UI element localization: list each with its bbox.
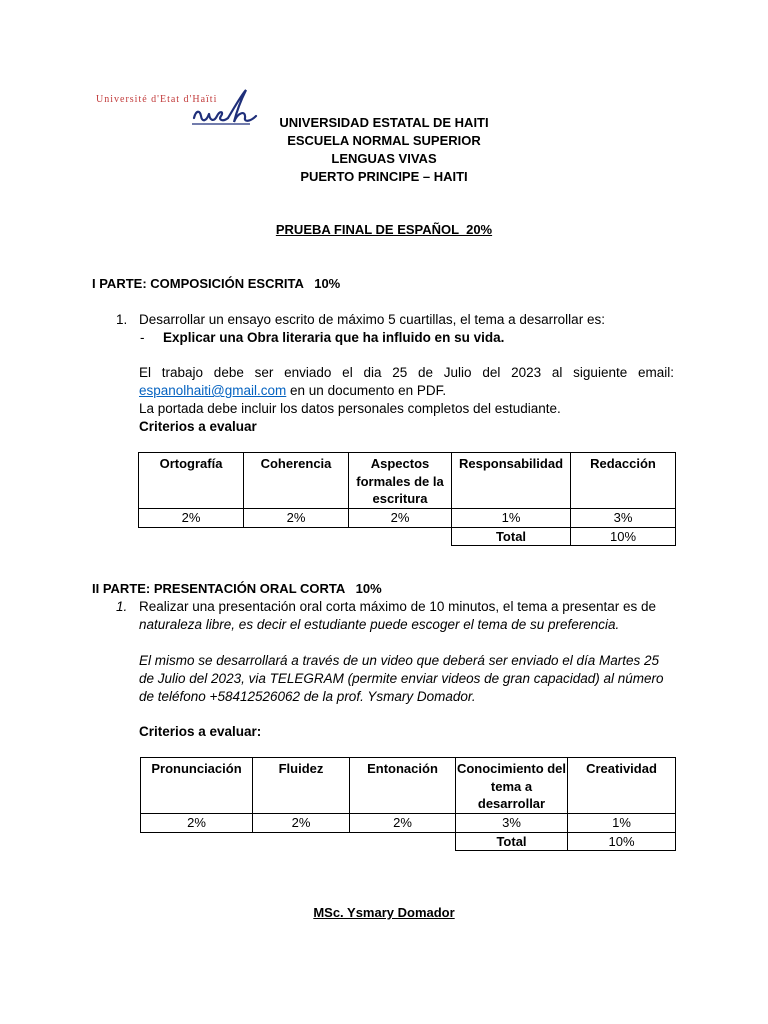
table-header-cell: Entonación: [350, 758, 456, 814]
table-header-row: [141, 758, 676, 814]
table-header-cell: Responsabilidad: [452, 453, 571, 509]
header-line-university: UNIVERSIDAD ESTATAL DE HAITI: [279, 115, 489, 130]
total-value: 10%: [568, 832, 676, 851]
table-header-cell: Coherencia: [244, 453, 349, 509]
part1-bullet: -: [140, 330, 145, 345]
signature: MSc. Ysmary Domador: [313, 905, 455, 920]
table-cell: 2%: [141, 814, 253, 833]
table-header-cell: Creatividad: [568, 758, 676, 814]
table-cell: 2%: [350, 814, 456, 833]
table-header-cell: Ortografía: [139, 453, 244, 509]
total-label: Total: [452, 527, 571, 546]
part2-criteria-label: Criterios a evaluar:: [139, 724, 262, 739]
table-cell: 2%: [349, 509, 452, 528]
exam-title: PRUEBA FINAL DE ESPAÑOL 20%: [275, 222, 493, 237]
header-line-city: PUERTO PRINCIPE – HAITI: [300, 169, 468, 184]
part1-criteria-label: Criterios a evaluar: [139, 419, 257, 434]
table-cell: 3%: [571, 509, 676, 528]
part1-email-line: [139, 382, 679, 400]
part1-cover-text: La portada debe incluir los datos personales completos del estudiante.: [139, 401, 561, 416]
table-header-cell: Pronunciación: [141, 758, 253, 814]
part2-item-line1: Realizar una presentación oral corta máximo de 10 minutos, el tema a presentar es de: [139, 599, 657, 614]
table-cell: 2%: [244, 509, 349, 528]
email-suffix: en un documento en PDF.: [286, 383, 447, 398]
part2-item-number: 1.: [116, 599, 128, 614]
table-cell: 1%: [452, 509, 571, 528]
table-header-cell: Conocimiento del tema a desarrollar: [456, 758, 568, 814]
part1-topic: Explicar una Obra literaria que ha influido en su vida.: [163, 330, 505, 345]
total-value: 10%: [571, 527, 676, 546]
part2-item-line2: naturaleza libre, es decir el estudiante puede escoger el tema de su preferencia.: [139, 617, 620, 632]
table-header-row: [139, 453, 676, 509]
email-link[interactable]: espanolhaiti@gmail.com: [139, 383, 287, 398]
table-cell: 2%: [253, 814, 350, 833]
table-row: [139, 509, 676, 528]
table-row: [141, 814, 676, 833]
part1-item-text: Desarrollar un ensayo escrito de máximo 5 cuartillas, el tema a desarrollar es:: [139, 312, 605, 327]
table-header-cell: Fluidez: [253, 758, 350, 814]
table-cell: 2%: [139, 509, 244, 528]
university-logo-text: Université d'Etat d'Haïti: [96, 94, 218, 105]
part1-item-number: 1.: [116, 312, 128, 327]
part2-title: II PARTE: PRESENTACIÓN ORAL CORTA 10%: [92, 581, 382, 596]
table-header-cell: Aspectos formales de la escritura: [349, 453, 452, 509]
header-line-department: LENGUAS VIVAS: [331, 151, 437, 166]
table-total-row: [141, 832, 676, 851]
part2-para-line1: El mismo se desarrollará a través de un video que deberá ser enviado el día Martes 25: [139, 653, 660, 668]
total-label: Total: [456, 832, 568, 851]
table-cell: 3%: [456, 814, 568, 833]
table-total-row: [139, 527, 676, 546]
part1-criteria-table: [138, 452, 676, 546]
header-line-school: ESCUELA NORMAL SUPERIOR: [287, 133, 481, 148]
table-cell: 1%: [568, 814, 676, 833]
part1-title: I PARTE: COMPOSICIÓN ESCRITA 10%: [92, 276, 341, 291]
part1-send-text: El trabajo debe ser enviado el dia 25 de Julio del 2023 al siguiente email:: [139, 365, 674, 380]
table-header-cell: Redacción: [571, 453, 676, 509]
part2-para-line2: de Julio del 2023, via TELEGRAM (permite enviar videos de gran capacidad) al número: [139, 671, 664, 686]
part2-para-line3: de teléfono +58412526062 de la prof. Ysmary Domador.: [139, 689, 476, 704]
part2-criteria-table: [140, 757, 676, 851]
